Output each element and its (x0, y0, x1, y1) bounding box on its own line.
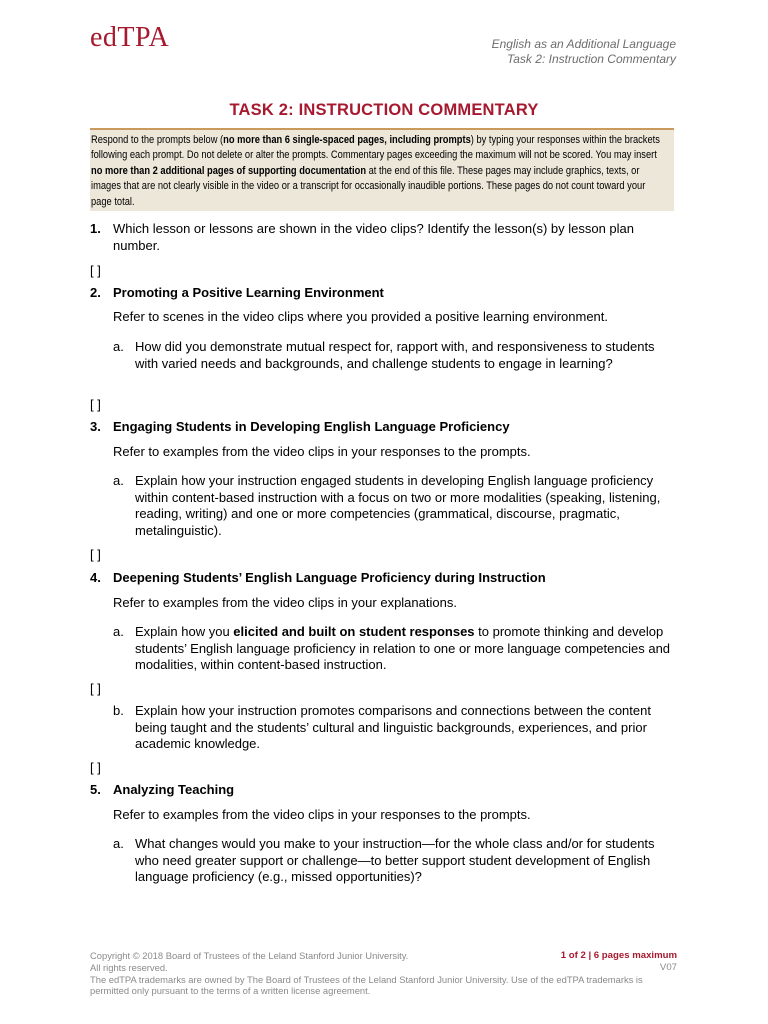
prompt-5 (90, 782, 680, 799)
intro-text-1: Respond to the prompts below ( (91, 134, 224, 146)
footer-page-info (561, 950, 677, 974)
sub-letter: a. (113, 836, 124, 851)
footer-trademark: The edTPA trademarks are owned by The Board of Trustees of the Leland Stanford Junior University. Use of the edTPA trademarks is permitted only pursuant to the terms of a written license agreement. (90, 973, 643, 997)
prompt-number: 3. (90, 419, 101, 434)
response-bracket-1[interactable]: [ ] (90, 263, 101, 278)
prompt-4b (113, 703, 673, 753)
prompt-refer: Refer to examples from the video clips in your responses to the prompts. (113, 444, 531, 459)
footer-copyright: Copyright © 2018 Board of Trustees of the Leland Stanford Junior University. (90, 950, 409, 961)
sub-letter: b. (113, 703, 124, 718)
prompt-text: Which lesson or lessons are shown in the video clips? Identify the lesson(s) by lesson plan number. (113, 221, 634, 253)
header-info (492, 37, 676, 66)
sub-text: Explain how your instruction promotes comparisons and connections between the content being taught and the students’ cultural and linguistic backgrounds, experiences, and prior academic knowledge. (135, 703, 651, 751)
header-task: Task 2: Instruction Commentary (507, 51, 676, 66)
prompt-heading: Engaging Students in Developing English Language Proficiency (113, 419, 510, 434)
edtpa-logo: edTPA (90, 22, 170, 53)
prompt-1 (90, 221, 680, 254)
response-bracket-4b[interactable]: [ ] (90, 760, 101, 775)
instructions-box (90, 128, 674, 211)
intro-bold-1: no more than 6 single-spaced pages, including prompts (223, 134, 471, 146)
prompt-5a (113, 836, 673, 886)
sub-text: How did you demonstrate mutual respect for, rapport with, and responsiveness to students with varied needs and backgrounds, and challenge students to engage in learning? (135, 339, 655, 371)
prompt-2 (90, 285, 680, 302)
page-count: 1 of 2 | 6 pages maximum (560, 950, 677, 961)
prompt-heading: Analyzing Teaching (113, 782, 235, 797)
instructions-text (91, 133, 668, 210)
response-bracket-4a[interactable]: [ ] (90, 681, 101, 696)
sub-text: Explain how your instruction engaged students in developing English language proficiency within content-based instruction with a focus on two or more modalities (speaking, listening, reading, writing) and one or more competencies (grammatical, discourse, pragmatic, metalinguistic). (135, 473, 661, 538)
footer-rights: All rights reserved. (90, 961, 168, 973)
sub-text-pre: Explain how you (135, 624, 234, 639)
prompt-3 (90, 419, 680, 436)
prompt-4a (113, 624, 673, 674)
sub-letter: a. (113, 473, 124, 488)
intro-bold-2: no more than 2 additional pages of supporting documentation (91, 164, 367, 177)
response-bracket-3a[interactable]: [ ] (90, 547, 101, 562)
page-title: TASK 2: INSTRUCTION COMMENTARY (229, 101, 539, 119)
intro-text-3: at the end of this file. These pages may include graphics, texts, or images that are not clearly visible in the video or a transcript for occasionally inaudible portions. These pages do not count toward your page total. (91, 164, 646, 208)
prompt-refer: Refer to scenes in the video clips where you provided a positive learning environment. (113, 309, 608, 324)
version-label: V07 (659, 961, 677, 973)
prompt-heading: Deepening Students’ English Language Proficiency during Instruction (113, 570, 546, 585)
sub-letter: a. (113, 624, 124, 639)
prompt-number: 4. (90, 570, 101, 585)
response-bracket-2a[interactable]: [ ] (90, 397, 101, 412)
sub-letter: a. (113, 339, 124, 354)
prompt-number: 2. (90, 285, 101, 300)
prompt-number: 5. (90, 782, 101, 797)
header-subject: English as an Additional Language (491, 37, 676, 51)
prompt-4 (90, 570, 680, 587)
sub-text (135, 624, 673, 674)
prompt-heading: Promoting a Positive Learning Environment (113, 285, 384, 300)
prompt-3a (113, 473, 673, 539)
prompt-refer: Refer to examples from the video clips in your responses to the prompts. (113, 807, 531, 822)
prompt-2a (113, 339, 673, 372)
sub-text-post: to promote thinking and develop students’ English language proficiency in relation to one or more language competencies and modalities, within content-based instruction. (135, 624, 671, 672)
prompt-refer: Refer to examples from the video clips in your explanations. (113, 595, 457, 610)
sub-text-bold: elicited and built on student responses (233, 624, 475, 639)
sub-text: What changes would you make to your instruction—for the whole class and/or for students who need greater support or challenge—to better support student development of English language proficiency (e.g., missed opportunities)? (135, 836, 655, 884)
intro-text-2: ) by typing your responses within the brackets following each prompt. Do not delete or alter the prompts. Commentary pages exceeding the maximum will not be scored. You may insert (91, 134, 660, 162)
prompt-number: 1. (90, 221, 101, 236)
